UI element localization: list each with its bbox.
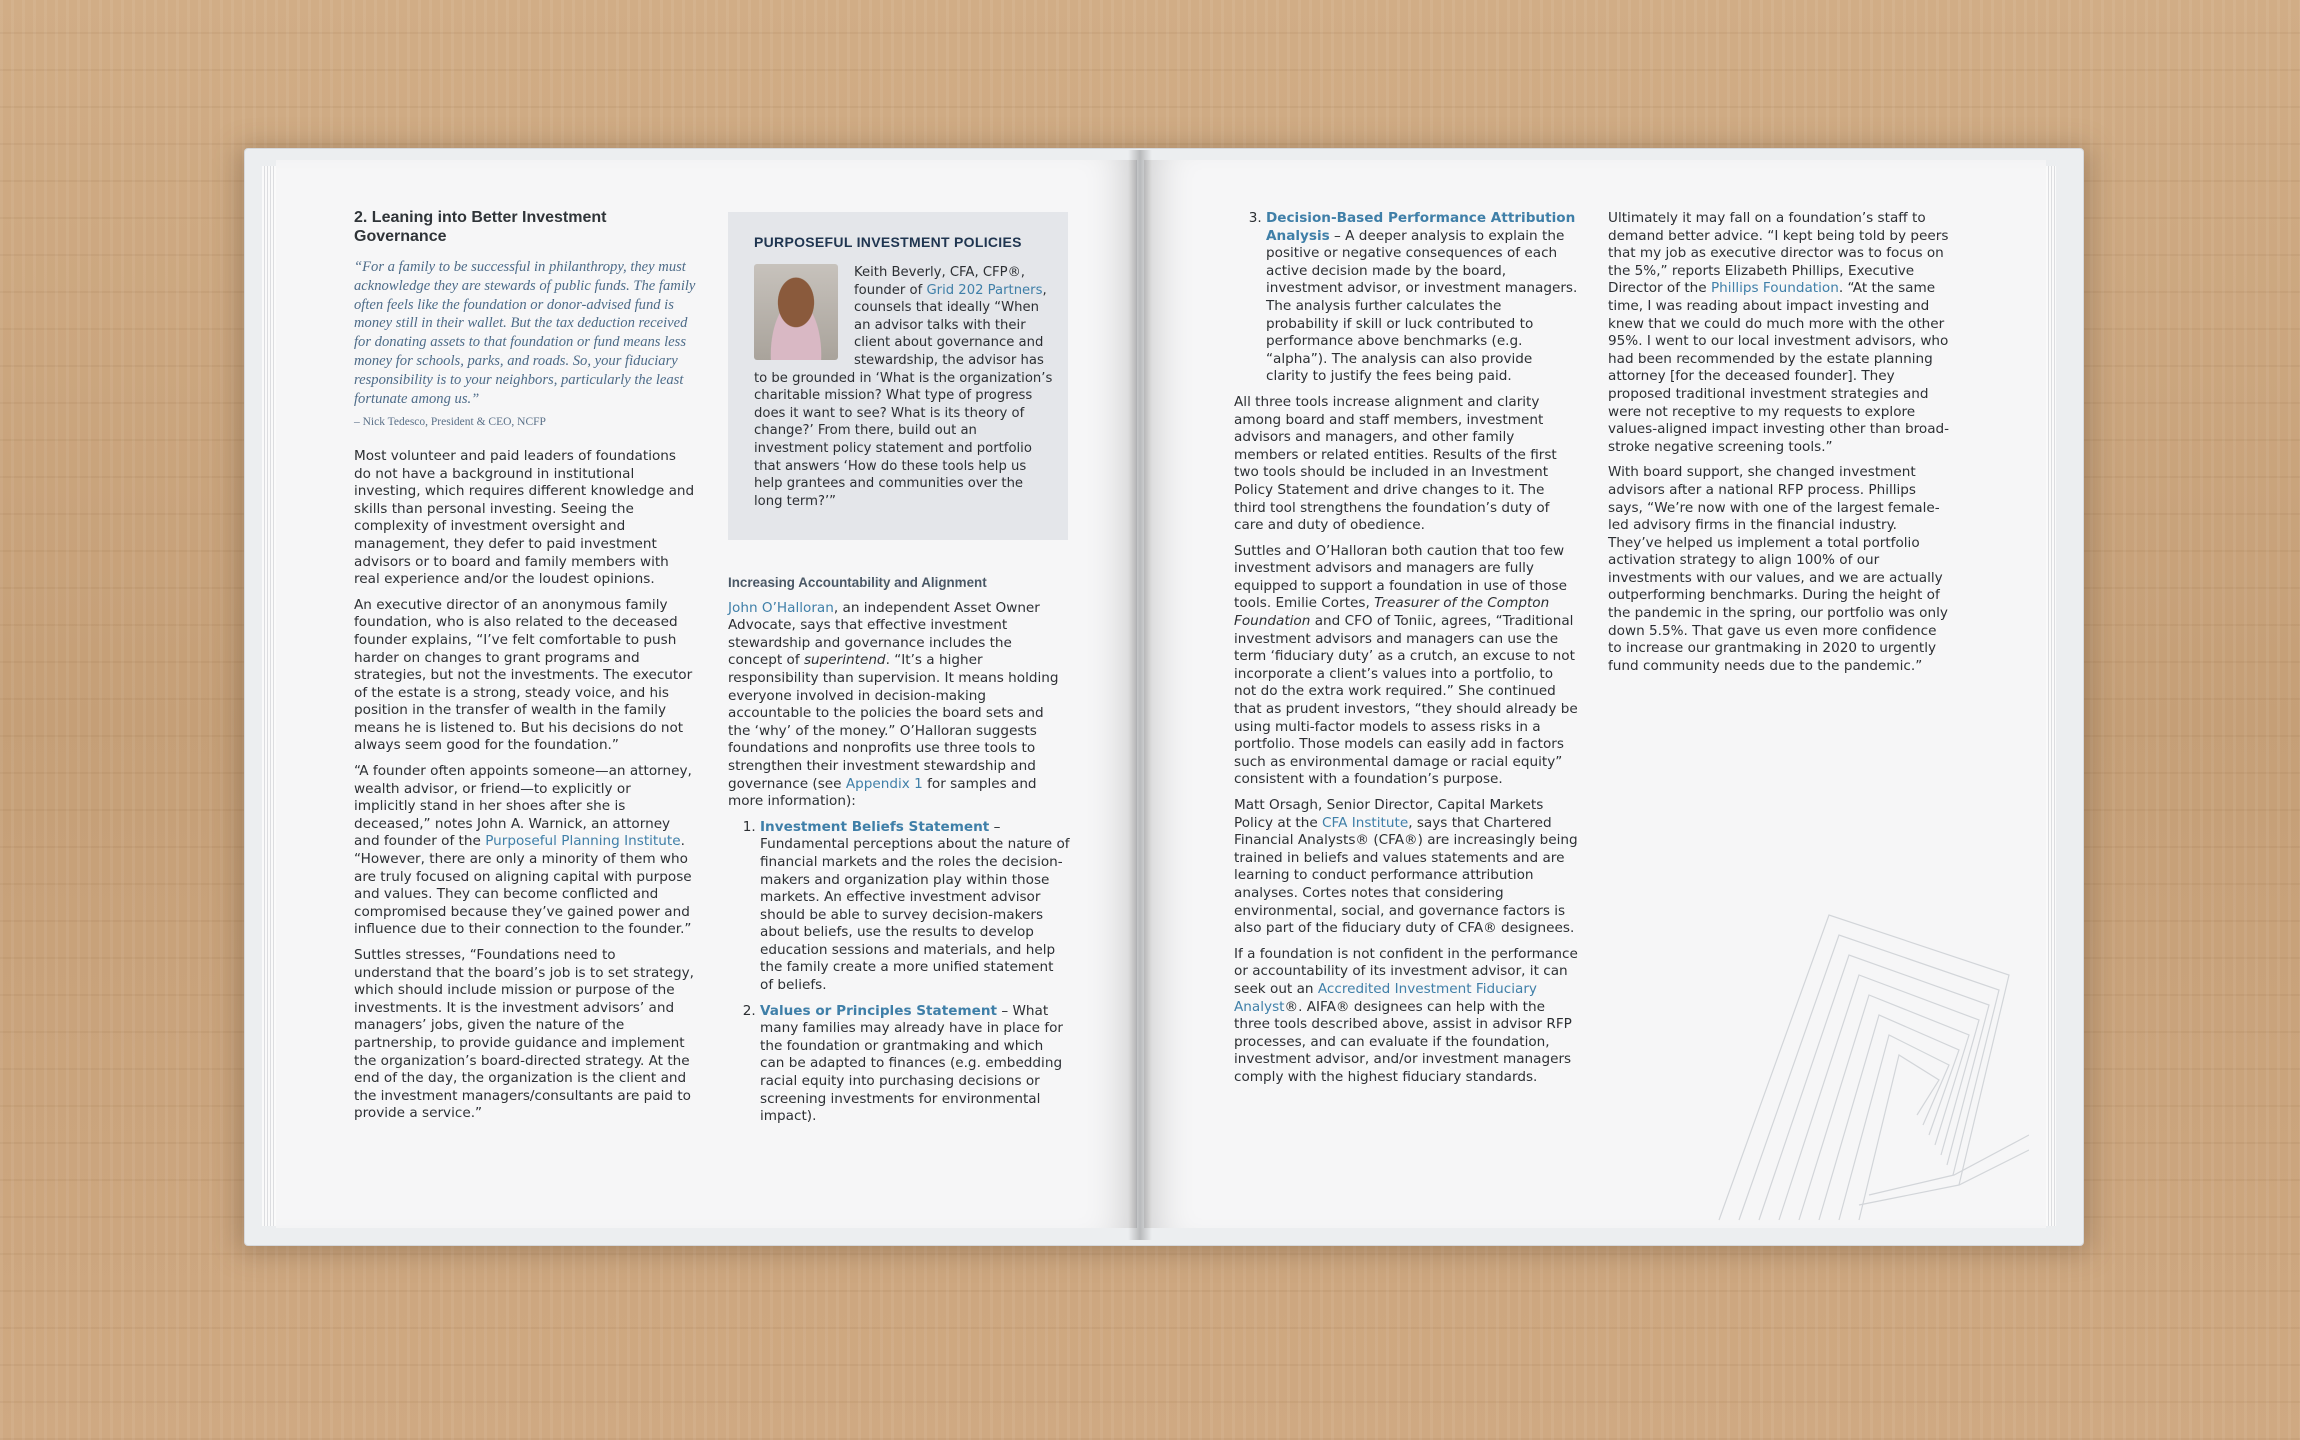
text: “A founder often appoints someone—an attorney, wealth advisor, or friend—to explicitly or implicitly stand in her shoes after she is deceased,” notes John A. Warnick, an attorney and founder of the [354, 763, 692, 850]
sidebar-text [754, 264, 1054, 510]
text: – A deeper analysis to explain the positive or negative consequences of each active decision made by the board, investment advisor, or investment managers. The analysis further calculates the probability if skill or luck contributed to performance above benchmarks (e.g. “alpha”). The analysis can also provide clarity to justify the fees being paid. [1266, 227, 1578, 385]
paragraph [1234, 946, 1578, 1087]
text: superintend [803, 652, 886, 669]
paragraph [1608, 210, 1954, 456]
grid-202-link[interactable]: Grid 202 Partners [926, 282, 1043, 298]
text: – Fundamental perceptions about the nature of financial markets and the roles the decision-makers and organization play within those markets. An effective investment advisor should be able to survey decision-makers about beliefs, use the results to develop education sessions and materials, and help the family create a more unified statement of beliefs. [760, 818, 1070, 994]
text: Ultimately it may fall on a foundation’s staff to demand better advice. “I kept being told by peers that my job as executive director was to focus on the 5%,” reports Elizabeth Phillips, Executive Director of the [1608, 210, 1949, 297]
decorative-lines-graphic [1709, 885, 2029, 1225]
paragraph [1234, 543, 1578, 789]
cfa-institute-link[interactable]: CFA Institute [1322, 814, 1409, 831]
left-column-1 [354, 208, 696, 1131]
list-item [760, 819, 1070, 995]
purposeful-planning-link[interactable]: Purposeful Planning Institute [485, 833, 681, 850]
pull-quote: “For a family to be successful in philanthropy, they must acknowledge they are stewards of public funds. The family often feels like the foundation or donor-advised fund is money still in their wallet. But the tax deduction received for donating assets to that foundation or fund means less money for schools, parks, and roads. So, your fiduciary responsibility is to your neighbors, particularly the least fortunate among us.” [354, 259, 696, 407]
text: for samples and more information): [728, 775, 1037, 810]
ohalloran-link[interactable]: John O’Halloran [728, 599, 834, 616]
paragraph: An executive director of an anonymous family foundation, who is also related to the deceased founder explains, “I’ve felt comfortable to push harder on changes to grant programs and strategies, but not the investments. The executor of the estate is a strong, steady voice, and his position in the transfer of wealth in the family means he is listened to. But his decisions do not always seem good for the foundation.” [354, 596, 693, 754]
paragraph [728, 600, 1070, 811]
right-page [1144, 160, 2046, 1228]
section-heading: 2. Leaning into Better Investment Governance [354, 209, 607, 245]
values-link[interactable]: Values or Principles Statement [760, 1002, 998, 1019]
text: – What many families may already have in place for the foundation or grantmaking and which can be adapted to finances (e.g. embedding racial equity into purchasing decisions or screening investments for environmental impact). [760, 1002, 1064, 1125]
quote-attribution: – Nick Tedesco, President & CEO, NCFP [354, 416, 546, 429]
right-column-1 [1234, 210, 1578, 1095]
text: , says that Chartered Financial Analysts® (CFA®) are increasingly being trained in beliefs and values statements and are learning to conduct performance attribution analyses. Cortes notes that considering environmental, social, and governance factors is also part of the fiduciary duty of CFA® designees. [1234, 814, 1578, 937]
paragraph: With board support, she changed investment advisors after a national RFP process. Phillips says, “We’re now with one of the largest female-led advisory firms in the financial industry. They’ve helped us implement a total portfolio activation strategy to align 100% of our investments with our values, and we are actually outperforming benchmarks. During the height of the pandemic in the spring, our portfolio was only down 5.5%. That gave us even more confidence to increase our grantmaking in 2020 to urgently fund community needs due to the pandemic.” [1608, 464, 1948, 674]
text: and CFO of Toniic, agrees, “Traditional investment advisors and managers can use the term ‘fiduciary duty’ as a crutch, an excuse to not incorporate a client’s values into a portfolio, to not do the extra work required.” She continued that as prudent investors, “they should already be using multi-factor models to assess risks in a portfolio. Those models can easily add in factors such as environmental damage or racial equity” consistent with a foundation’s purpose. [1234, 613, 1578, 788]
paragraph: All three tools increase alignment and clarity among board and staff members, investment advisors and managers, and other family members or related entities. Results of the first two tools should be included in an Investment Policy Statement and drive changes to it. The third tool strengthens the foundation’s duty of care and duty of obedience. [1234, 393, 1557, 534]
attribution-link[interactable]: Decision-Based Performance Attribution Analysis [1266, 210, 1576, 244]
text: Keith Beverly, CFA, CFP®, founder of [854, 265, 1025, 298]
text: , an independent Asset Owner Advocate, says that effective investment stewardship and governance includes the concept of [728, 599, 1040, 669]
right-column-2 [1608, 210, 1954, 683]
paragraph: Most volunteer and paid leaders of foundations do not have a background in institutional investing, which requires different knowledge and skills than personal investing. Seeing the complexity of investment oversight and management, they defer to paid investment advisors or to board and family members with real experience and/or the loudest opinions. [354, 447, 695, 588]
appendix-link[interactable]: Appendix 1 [845, 775, 923, 792]
text: Matt Orsagh, Senior Director, Capital Markets Policy at the [1234, 797, 1544, 831]
sidebar-box [728, 212, 1068, 540]
left-page [276, 160, 1137, 1228]
text: Suttles and O’Halloran both caution that too few investment advisors and managers are fully equipped to support a foundation in use of those tools. Emilie Cortes, [1234, 542, 1567, 612]
tools-list [728, 819, 1070, 1126]
text: . “It’s a higher responsibility than supervision. It means holding everyone involved in decision-making accountable to the policies the board sets and the ‘why’ of the money.” O’Halloran suggests foundations and nonprofits use three tools to strengthen their investment stewardship and governance (see [728, 652, 1059, 792]
book-gutter [1128, 150, 1152, 1240]
sidebar-title: PURPOSEFUL INVESTMENT POLICIES [754, 234, 1022, 250]
text: , counsels that ideally “When an advisor talks with their client about governance and stewardship, the advisor has to be grounded in ‘What is the organization’s charitable mission? What type of progress does it want to see? What is its theory of change?’ From there, build out an investment policy statement and portfolio that answers ‘How do these tools help us help grantees and communities over the long term?’” [754, 282, 1053, 509]
list-item [1266, 210, 1578, 386]
left-column-2 [728, 574, 1070, 1134]
text: . “However, there are only a minority of them who are truly focused on aligning capital with purpose and values. They can become conflicted and compromised because they’ve gained power and influence due to their connection to the founder.” [354, 833, 692, 938]
text: ®. AIFA® designees can help with the three tools described above, assist in advisor RFP processes, and can evaluate if the foundation, investment advisor, and/or investment managers comply with the highest fiduciary standards. [1234, 998, 1572, 1085]
paragraph [1234, 797, 1578, 938]
paragraph: Suttles stresses, “Foundations need to understand that the board’s job is to set strategy, which should include mission or purpose of the investments. It is the investment advisors’ and managers’ jobs, given the nature of the partnership, to provide guidance and implement the organization’s board-directed strategy. At the end of the day, the organization is the client and the investment managers/consultants are paid to provide a service.” [354, 947, 694, 1122]
list-item [760, 1003, 1070, 1126]
phillips-foundation-link[interactable]: Phillips Foundation [1710, 280, 1839, 297]
tools-list-cont [1234, 210, 1578, 386]
text: Treasurer of the Compton Foundation [1234, 595, 1550, 630]
text: . “At the same time, I was reading about impact investing and knew that we could do much more with the other 95%. I went to our local investment advisors, who had been recommended by the estate planning attorney [for the deceased founder]. They proposed traditional investment strategies and were not receptive to my requests to explore values-aligned impact investing other than broad-stroke negative screening tools.” [1608, 280, 1950, 455]
subheading: Increasing Accountability and Alignment [728, 575, 987, 590]
aifa-link[interactable]: Accredited Investment Fiduciary Analyst [1234, 980, 1537, 1015]
text: If a foundation is not confident in the performance or accountability of its investment advisor, it can seek out an [1234, 945, 1578, 997]
beliefs-link[interactable]: Investment Beliefs Statement [760, 818, 990, 835]
paragraph [354, 763, 696, 939]
